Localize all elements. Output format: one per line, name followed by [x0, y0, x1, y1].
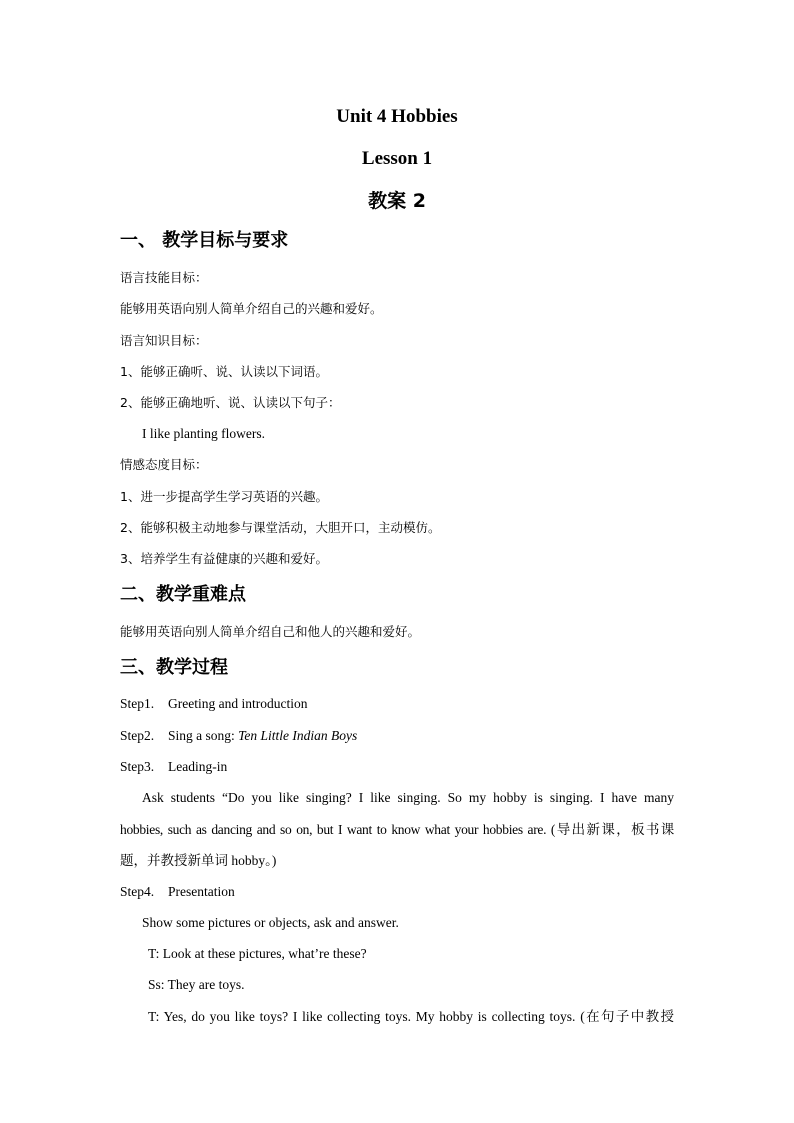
lesson-title: Lesson 1 — [361, 148, 433, 169]
step-text: Presentation — [168, 884, 235, 899]
step-text: Sing a song: — [168, 728, 239, 743]
step-text: Greeting and introduction — [168, 696, 308, 711]
knowledge-item-2: 2、能够正确地听、说、认读以下句子： — [120, 395, 341, 410]
attitude-label: 情感态度目标： — [120, 457, 208, 472]
step-number: Step3. — [120, 759, 155, 774]
step-2 — [120, 727, 674, 745]
knowledge-label: 语言知识目标： — [120, 333, 208, 348]
step-text: Leading-in — [168, 759, 228, 774]
attitude-item-1: 1、进一步提高学生学习英语的兴趣。 — [120, 489, 328, 504]
step-number: Step1. — [120, 696, 155, 711]
plan-title: 教案 2 — [368, 190, 426, 212]
section-2-heading: 二、教学重难点 — [120, 584, 246, 605]
document-title: Unit 4 Hobbies — [336, 106, 458, 127]
presentation-intro: Show some pictures or objects, ask and answer. — [142, 915, 399, 930]
section-3-heading: 三、教学过程 — [120, 657, 228, 678]
knowledge-item-1: 1、能够正确听、说、认读以下词语。 — [120, 364, 328, 379]
step-4 — [120, 883, 674, 901]
step-number: Step2. — [120, 728, 155, 743]
song-title: Ten Little Indian Boys — [238, 728, 358, 743]
step-3 — [120, 758, 674, 776]
skill-text: 能够用英语向别人简单介绍自己的兴趣和爱好。 — [120, 301, 383, 316]
step-number: Step4. — [120, 884, 155, 899]
key-points-text: 能够用英语向别人简单介绍自己和他人的兴趣和爱好。 — [120, 624, 421, 639]
section-1-heading: 一、 教学目标与要求 — [120, 230, 289, 251]
dialogue-line-3: T: Yes, do you like toys? I like collecting toys. My hobby is collecting toys. (在句子中教授 — [148, 1009, 674, 1024]
leading-in-line-1: Ask students “Do you like singing? I like singing. So my hobby is singing. I have many — [142, 790, 674, 805]
attitude-item-2: 2、能够积极主动地参与课堂活动，大胆开口，主动模仿。 — [120, 520, 441, 535]
dialogue-line-1: T: Look at these pictures, what’re these? — [148, 946, 367, 961]
leading-in-line-2: hobbies, such as dancing and so on, but I want to know what your hobbies are. (导出新课，板书课 — [120, 822, 674, 837]
leading-in-line-3: 题，并教授新单词 hobby。) — [120, 853, 277, 868]
attitude-item-3: 3、培养学生有益健康的兴趣和爱好。 — [120, 551, 328, 566]
dialogue-line-2: Ss: They are toys. — [148, 977, 245, 992]
step-1 — [120, 695, 674, 713]
example-sentence: I like planting flowers. — [142, 426, 265, 441]
skill-label: 语言技能目标： — [120, 270, 208, 285]
